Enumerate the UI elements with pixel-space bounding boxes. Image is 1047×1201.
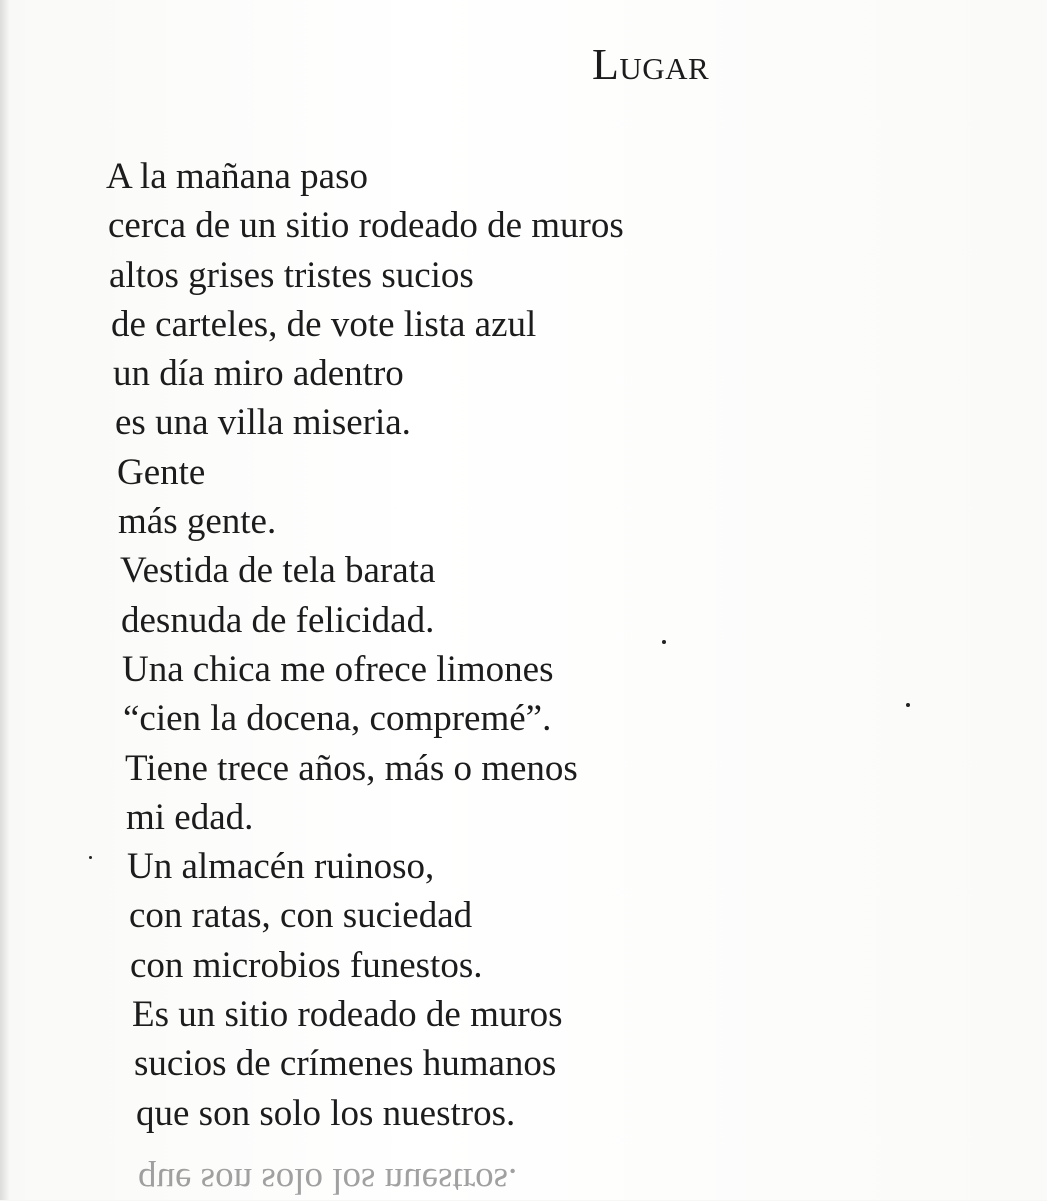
ink-speck xyxy=(906,703,910,707)
poem-line: desnuda de felicidad. xyxy=(121,599,435,641)
poem-line: Vestida de tela barata xyxy=(120,550,436,592)
poem-stanza xyxy=(0,152,800,1138)
poem-line: “cien la docena, compremé”. xyxy=(123,698,552,740)
ink-speck xyxy=(662,640,666,644)
poem-line: con ratas, con suciedad xyxy=(129,895,473,937)
poem-line: cerca de un sitio rodeado de muros xyxy=(108,205,624,247)
poem-title: Lugar xyxy=(592,40,710,89)
poem-line: Un almacén ruinoso, xyxy=(127,846,435,888)
poem-line: que son solo los nuestros. xyxy=(136,1092,516,1134)
poem-line: de carteles, de vote lista azul xyxy=(111,303,537,345)
poem-line: Gente xyxy=(117,451,206,493)
ink-speck xyxy=(89,856,92,859)
poem-line: Tiene trece años, más o menos xyxy=(125,747,578,789)
poem-line: A la mañana paso xyxy=(106,156,368,197)
poem-line: más gente. xyxy=(118,501,277,543)
poem-line: mi edad. xyxy=(126,796,254,838)
poem-line: un día miro adentro xyxy=(113,353,404,395)
poem-line: es una villa miseria. xyxy=(115,402,411,444)
bleed-through-text: que son solo los nuestros. xyxy=(138,1160,518,1201)
poem-line: Una chica me ofrece limones xyxy=(122,648,554,690)
poem-line: con microbios funestos. xyxy=(130,944,483,986)
poem-line: sucios de crímenes humanos xyxy=(134,1043,557,1085)
poem-line: altos grises tristes sucios xyxy=(109,254,474,296)
poem-line: Es un sitio rodeado de muros xyxy=(132,994,563,1036)
